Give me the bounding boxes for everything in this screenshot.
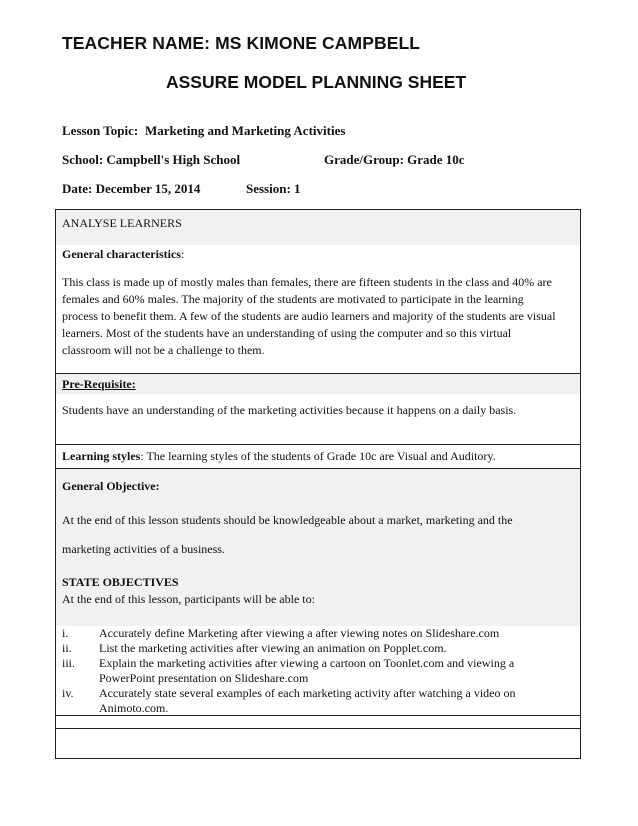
state-objectives-intro: At the end of this lesson, participants will be able to: <box>62 592 315 606</box>
gc-label-colon: : <box>180 247 185 261</box>
session-field: Session: 1 <box>246 181 301 196</box>
objective-text: List the marketing activities after viewing an animation on Popplet.com. <box>99 641 447 655</box>
gc-line: females and 60% males. The majority of the students are motivated to participate in the learning <box>62 292 524 306</box>
gc-line: learners. Most of the students have an understanding of using the computer and so this virtual <box>62 326 512 340</box>
objective-text-continued: Animoto.com. <box>99 701 169 715</box>
objective-number: iii. <box>62 656 76 670</box>
objective-text: Accurately define Marketing after viewing a after viewing notes on Slideshare.com <box>99 626 500 640</box>
state-objectives-heading: STATE OBJECTIVES <box>62 575 179 589</box>
objective-text: Explain the marketing activities after viewing a cartoon on Toonlet.com and viewing a <box>99 656 515 670</box>
gc-line: classroom will not be a challenge to them. <box>62 343 265 357</box>
general-objective-label: General Objective: <box>62 479 160 493</box>
school-field: School: Campbell's High School <box>62 152 241 167</box>
gc-line: This class is made up of mostly males than females, there are fifteen students in the class and 40% are <box>62 275 552 289</box>
gc-line: process to benefit them. A few of the students are audio learners and majority of the students are visual <box>62 309 556 323</box>
objective-text: Accurately state several examples of each marketing activity after watching a video on <box>99 686 516 700</box>
general-characteristics-label <box>62 246 184 262</box>
analyse-learners-heading: ANALYSE LEARNERS <box>62 216 182 230</box>
objective-number: ii. <box>62 641 72 655</box>
general-objective-line1: At the end of this lesson students should be knowledgeable about a market, marketing and the <box>62 513 513 527</box>
planning-table <box>55 209 581 759</box>
learning-styles-text: : The learning styles of the students of Grade 10c are Visual and Auditory. <box>140 449 496 463</box>
lesson-topic-label: Lesson Topic: <box>62 123 139 138</box>
date-field: Date: December 15, 2014 <box>62 181 201 196</box>
general-characteristics-text <box>62 274 576 359</box>
lesson-topic-value: Marketing and Marketing Activities <box>145 123 346 138</box>
teacher-name-heading: TEACHER NAME: MS KIMONE CAMPBELL <box>62 33 421 53</box>
grade-field: Grade/Group: Grade 10c <box>324 152 465 167</box>
objective-number: iv. <box>62 686 74 700</box>
gc-label-text: General characteristics <box>62 247 181 261</box>
learning-styles-label: Learning styles <box>62 449 141 463</box>
document-title: ASSURE MODEL PLANNING SHEET <box>166 72 467 92</box>
objective-text-continued: PowerPoint presentation on Slideshare.com <box>99 671 309 685</box>
row-divider <box>56 728 580 729</box>
learning-styles-row <box>62 448 496 464</box>
prerequisite-text: Students have an understanding of the marketing activities because it happens on a daily basis. <box>62 403 517 417</box>
row-divider <box>56 715 580 716</box>
row-divider <box>56 444 580 445</box>
objective-number: i. <box>62 626 69 640</box>
prerequisite-label: Pre-Requisite: <box>62 377 136 391</box>
general-objective-line2: marketing activities of a business. <box>62 542 225 556</box>
